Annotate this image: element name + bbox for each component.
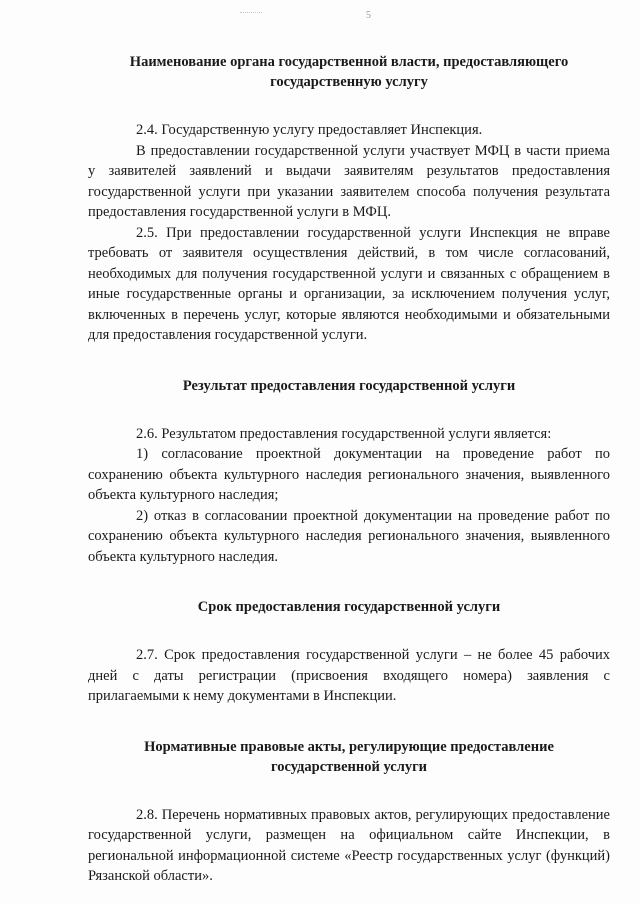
paragraph-2-6: 2.6. Результатом предоставления государственной услуги является: xyxy=(136,425,552,442)
scan-artifact xyxy=(240,12,262,14)
list-item-1: 1) согласование проектной документации на проведение работ по сохранению объекта культурного наследия регионального значения, выявленного объекта культурного наследия; xyxy=(88,446,610,503)
paragraph-2-4: 2.4. Государственную услугу предоставляет Инспекция. xyxy=(136,122,483,138)
paragraph-2-7: 2.7. Срок предоставления государственной услуги – не более 45 рабочих дней с даты регистрации (присвоения входящего номера) заявления с прилагаемыми к нему документами в Инспекции. xyxy=(88,647,610,704)
page-number: 5 xyxy=(366,10,371,21)
section-title-term: Срок предоставления государственной услуги xyxy=(197,599,501,615)
section-title-legal-acts: Нормативные правовые акты, регулирующие предоставление государственной услуги xyxy=(144,738,554,775)
paragraph-2-8: 2.8. Перечень нормативных правовых актов, регулирующих предоставление государственной услуги, размещен на официальном сайте Инспекции, в региональной информационной системе «Реестр государственных услуг (функций) Рязанской области». xyxy=(88,806,610,884)
document-body xyxy=(88,52,610,887)
paragraph-2-5: 2.5. При предоставлении государственной услуги Инспекция не вправе требовать от заявителя осуществления действий, в том числе согласований, необходимых для получения государственной услуги и связанных с обращением в иные государственные органы и организации, за исключением получения услуг, включенных в перечень услуг, которые являются необходимыми и обязательными для предоставления государственной услуги. xyxy=(88,224,610,343)
section-title-authority: Наименование органа государственной власти, предоставляющего государственную услугу xyxy=(129,54,569,90)
section-title-result: Результат предоставления государственной услуги xyxy=(182,377,516,394)
list-item-2: 2) отказ в согласовании проектной документации на проведение работ по сохранению объекта культурного наследия регионального значения, выявленного объекта культурного наследия. xyxy=(88,507,610,565)
paragraph-mfc: В предоставлении государственной услуги участвует МФЦ в части приема у заявителей заявлений и выдачи заявителям результатов предоставления государственной услуги при указании заявителем способа получения результата предоставления государственной услуги в МФЦ. xyxy=(88,142,610,220)
